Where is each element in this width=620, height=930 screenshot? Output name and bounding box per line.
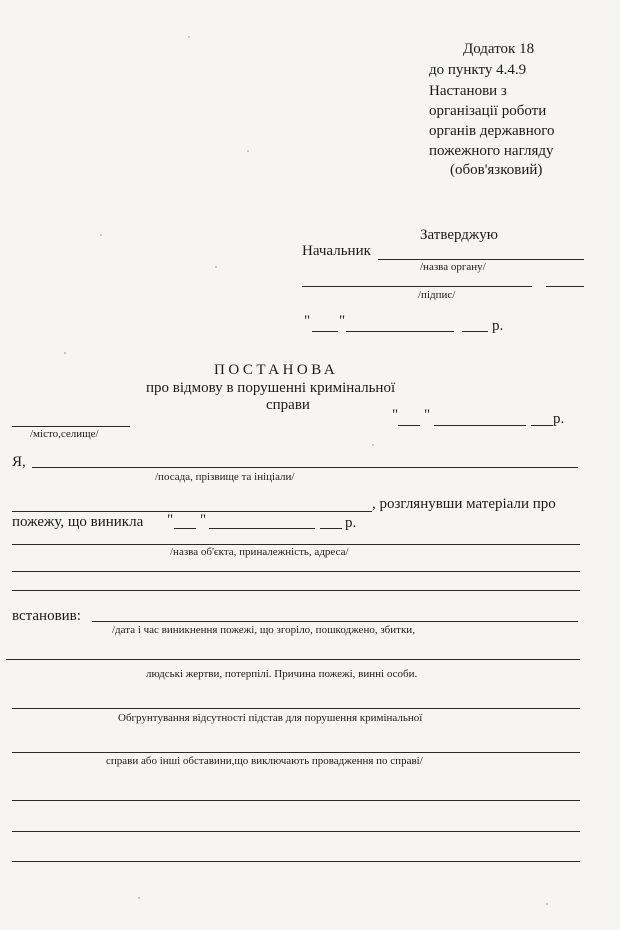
document-title: ПОСТАНОВА bbox=[214, 362, 339, 378]
scan-speck bbox=[247, 150, 249, 152]
position-line-2 bbox=[12, 511, 372, 512]
organ-hint: /назва органу/ bbox=[420, 261, 486, 273]
decree-day-line bbox=[398, 425, 420, 426]
signature-hint: /підпис/ bbox=[418, 289, 456, 301]
reviewed-text: , розглянувши матеріали про bbox=[372, 496, 556, 512]
established-line bbox=[92, 621, 578, 622]
text-line-2 bbox=[12, 831, 580, 832]
fire-year-suffix: р. bbox=[345, 515, 357, 531]
approval-day-line bbox=[312, 331, 338, 332]
scan-speck bbox=[372, 444, 374, 446]
organ-line bbox=[378, 259, 584, 260]
signature-line-tail bbox=[546, 286, 584, 287]
object-line bbox=[12, 544, 580, 545]
document-subtitle-line1: про відмову в порушенні кримінальної bbox=[146, 380, 396, 396]
decree-date-quote-close: " bbox=[424, 407, 431, 423]
established-label: встановив: bbox=[12, 608, 81, 624]
fire-year-line bbox=[320, 528, 342, 529]
place-line bbox=[12, 426, 130, 427]
appendix-number: Додаток 18 bbox=[463, 41, 535, 57]
fire-text: пожежу, що виникла bbox=[12, 514, 144, 530]
object-line-2 bbox=[12, 571, 580, 572]
approval-year-suffix: р. bbox=[492, 318, 504, 334]
case-line bbox=[12, 752, 580, 753]
decree-month-line bbox=[434, 425, 526, 426]
grounds-line bbox=[12, 708, 580, 709]
fire-date-quote-open: " bbox=[167, 512, 174, 528]
appendix-clause: до пункту 4.4.9 bbox=[429, 62, 527, 78]
appendix-mandatory: (обов'язковий) bbox=[450, 162, 543, 178]
scan-speck bbox=[64, 352, 66, 354]
appendix-guide: Настанови з bbox=[429, 83, 507, 99]
approval-year-line bbox=[462, 331, 488, 332]
position-line bbox=[32, 467, 578, 468]
victims-line bbox=[6, 659, 580, 660]
scan-speck bbox=[100, 234, 102, 236]
decree-date-quote-open: " bbox=[392, 407, 399, 423]
approval-date-quote-close: " bbox=[339, 313, 346, 329]
hint-datetime: /дата і час виникнення пожежі, що згоріло, пошкоджено, збитки, bbox=[112, 624, 415, 636]
scan-speck bbox=[138, 897, 140, 899]
place-hint: /місто,селище/ bbox=[30, 428, 99, 440]
approval-month-line bbox=[346, 331, 454, 332]
i-label: Я, bbox=[12, 454, 26, 470]
signature-line bbox=[302, 286, 532, 287]
hint-victims: людські жертви, потерпілі. Причина пожежі, винні особи. bbox=[146, 668, 418, 680]
text-line-3 bbox=[12, 861, 580, 862]
object-line-3 bbox=[12, 590, 580, 591]
hint-case: справи або інші обставини,що виключають провадження по справі/ bbox=[106, 755, 423, 767]
position-hint: /посада, прізвище та ініціали/ bbox=[155, 471, 295, 483]
object-hint: /назва об'єкта, приналежність, адреса/ bbox=[170, 546, 349, 558]
hint-grounds: Обгрунтування відсутності підстав для порушення кримінальної bbox=[118, 712, 423, 724]
fire-date-quote-close: " bbox=[200, 512, 207, 528]
scan-speck bbox=[546, 903, 548, 905]
fire-month-line bbox=[209, 528, 315, 529]
decree-year-suffix: р. bbox=[553, 411, 565, 427]
document-subtitle-line2: справи bbox=[266, 397, 310, 413]
approval-date-quote-open: " bbox=[304, 313, 311, 329]
approve-label: Затверджую bbox=[420, 227, 498, 243]
appendix-organization: організації роботи bbox=[429, 103, 547, 119]
appendix-bodies: органів державного bbox=[429, 123, 555, 139]
scan-speck bbox=[215, 266, 217, 268]
decree-year-line bbox=[531, 425, 553, 426]
chief-label: Начальник bbox=[302, 243, 371, 259]
scan-speck bbox=[188, 36, 190, 38]
text-line-1 bbox=[12, 800, 580, 801]
fire-day-line bbox=[174, 528, 196, 529]
appendix-supervision: пожежного нагляду bbox=[429, 143, 554, 159]
